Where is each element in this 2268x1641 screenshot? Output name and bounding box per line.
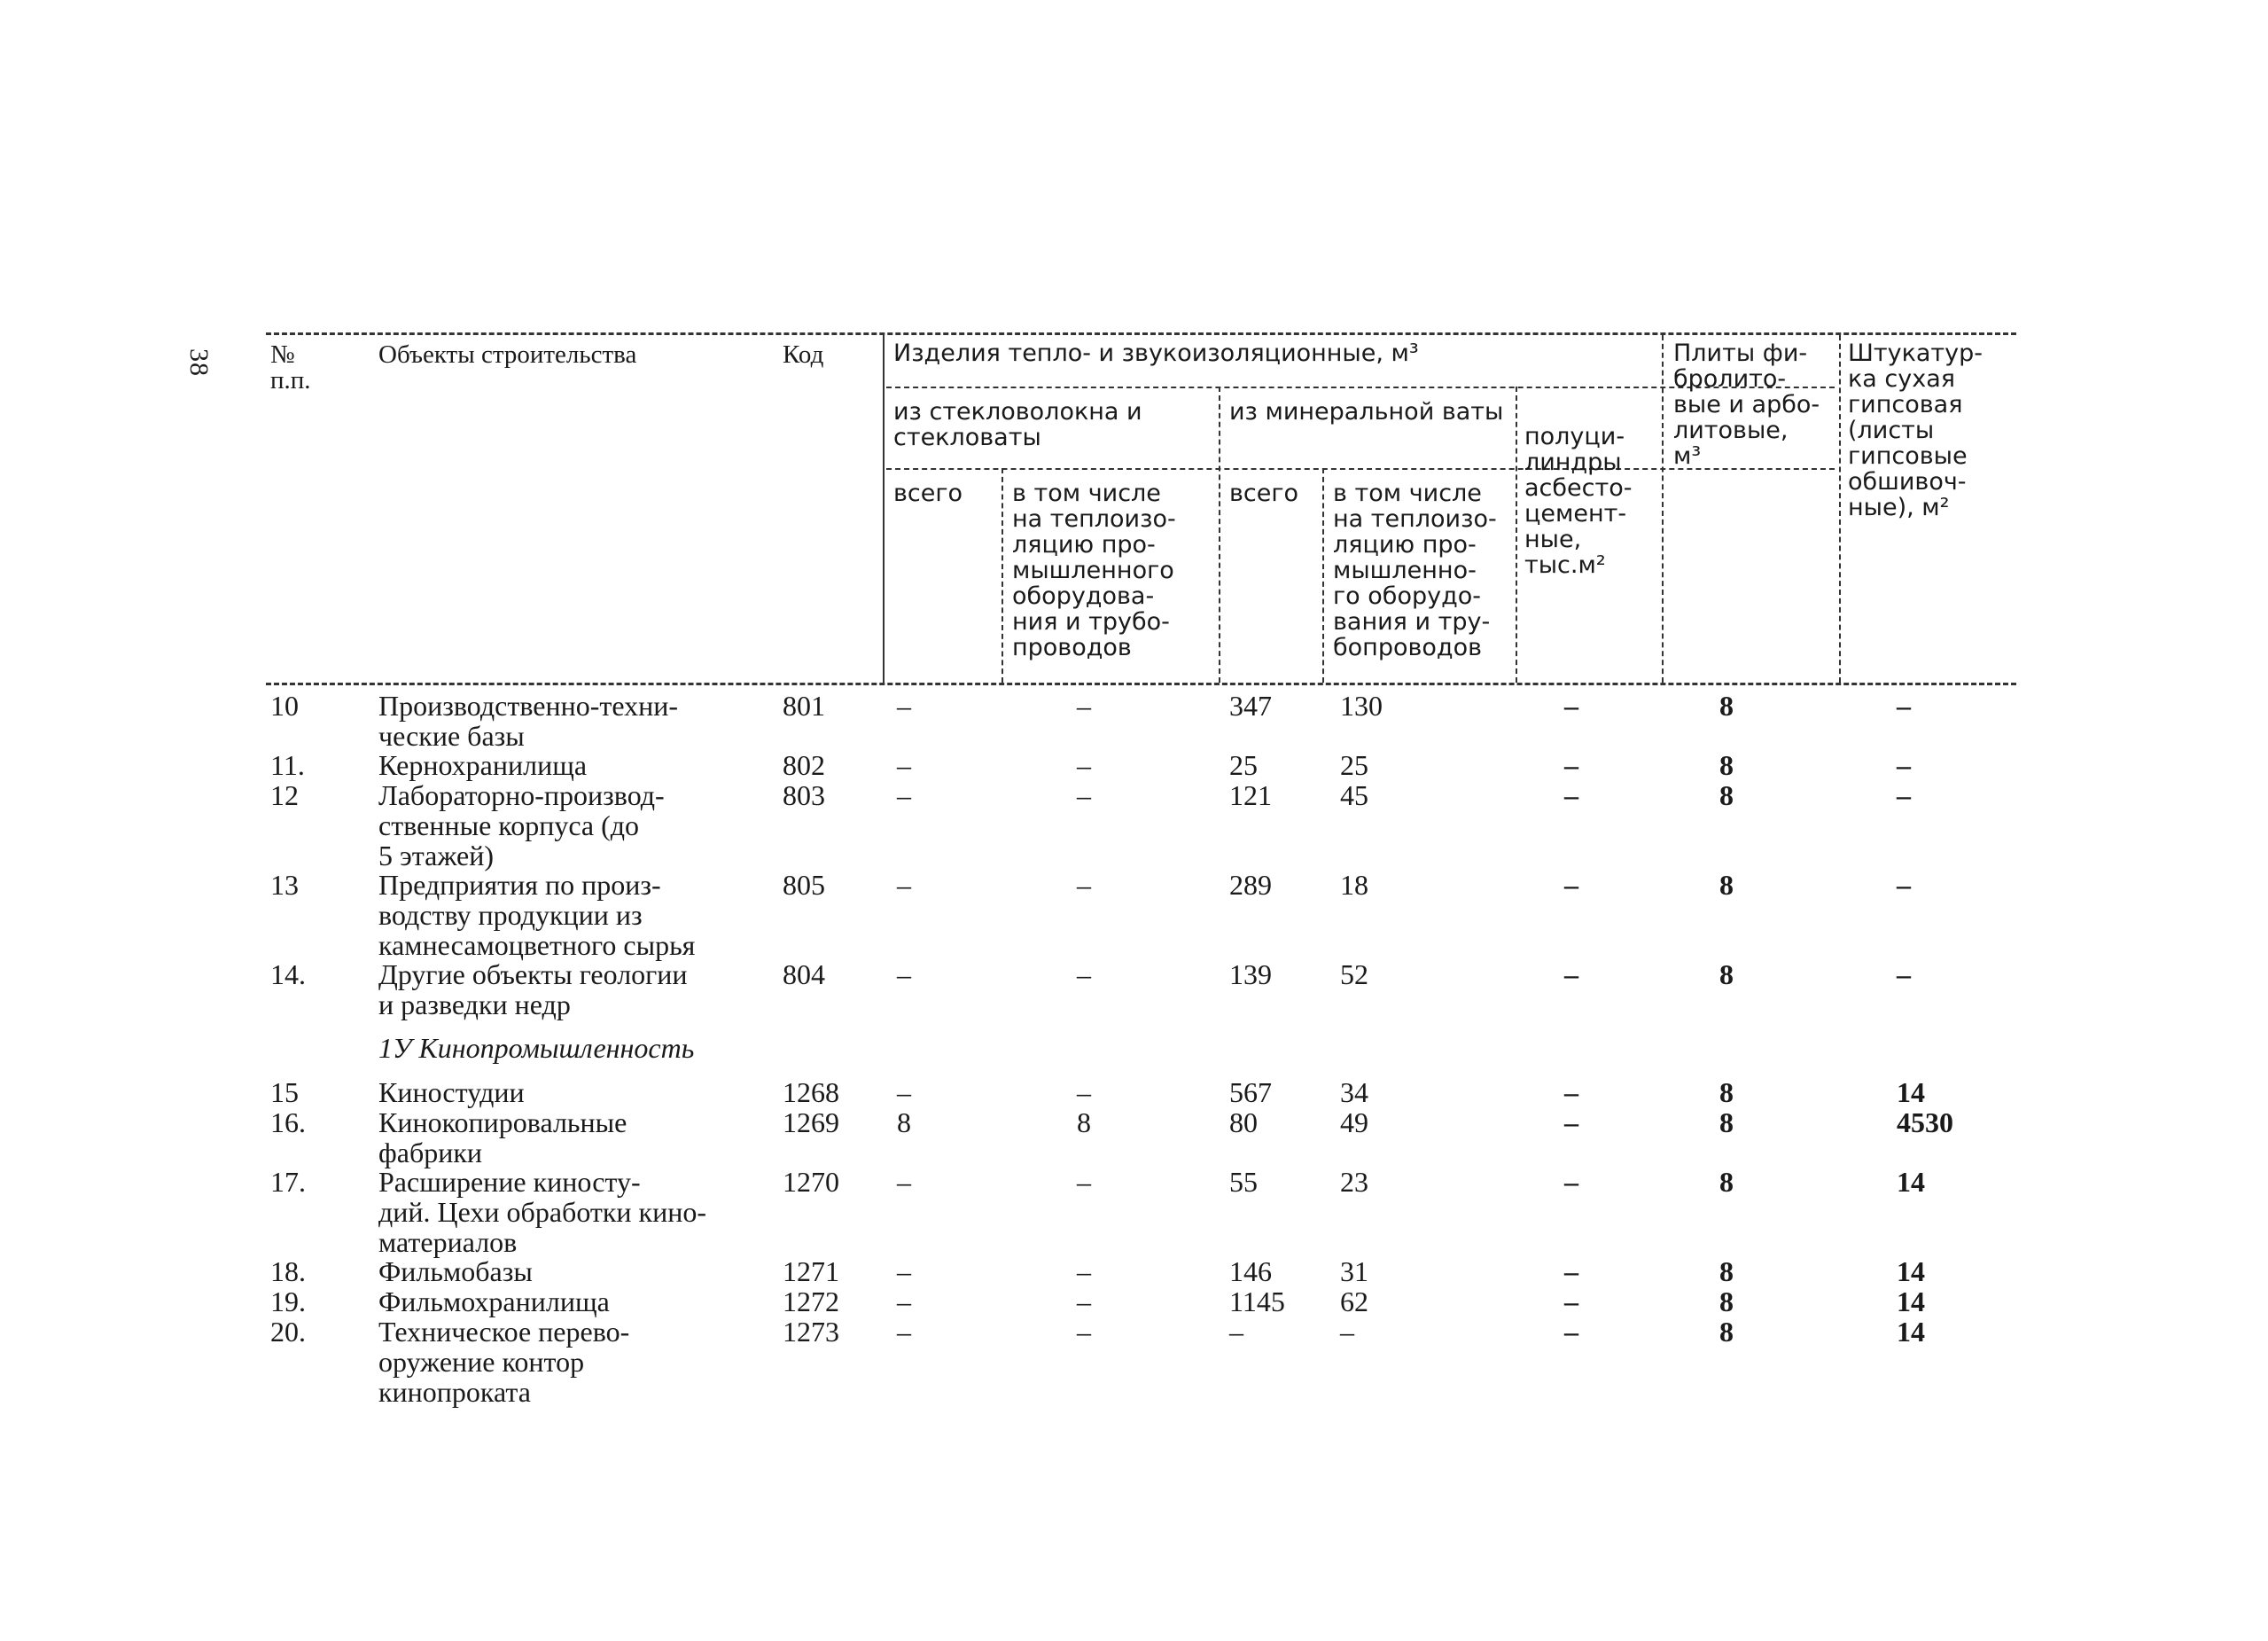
row-glass-incl: – — [1077, 869, 1091, 901]
row-glass-incl: – — [1077, 1316, 1091, 1348]
row-glass-incl: 8 — [1077, 1106, 1091, 1138]
header-code: Код — [783, 340, 824, 369]
row-object-name: Предприятия по произ- водству продукции из камнесамоцветного сырья — [378, 869, 696, 961]
row-asbestos: – — [1564, 1285, 1578, 1317]
row-mineral-incl: 34 — [1340, 1076, 1368, 1108]
row-plates: 8 — [1719, 1285, 1734, 1317]
row-object-name: Фильмобазы — [378, 1255, 533, 1287]
row-glass-incl: – — [1077, 749, 1091, 781]
row-plaster: – — [1897, 779, 1911, 811]
row-mineral-total: 347 — [1229, 690, 1272, 722]
row-asbestos: – — [1564, 779, 1578, 811]
table-row — [266, 1167, 2016, 1256]
table-row — [266, 750, 2016, 780]
divider-glass-columns — [1002, 468, 1003, 683]
table-row — [266, 780, 2016, 870]
row-mineral-total: 80 — [1229, 1106, 1258, 1138]
row-code: 801 — [783, 690, 825, 722]
row-object-name: Кинокопировальные фабрики — [378, 1106, 627, 1168]
row-mineral-total: 25 — [1229, 749, 1258, 781]
row-code: 1271 — [783, 1255, 839, 1287]
divider-insulation-plates — [1662, 335, 1664, 683]
header-insulation-group: Изделия тепло- и звукоизоляционные, м³ — [893, 340, 1419, 367]
row-code: 1269 — [783, 1106, 839, 1138]
row-plates: 8 — [1719, 958, 1734, 990]
row-mineral-total: – — [1229, 1316, 1243, 1348]
row-plaster: 14 — [1897, 1166, 1925, 1198]
row-code: 803 — [783, 779, 825, 811]
row-asbestos: – — [1564, 1255, 1578, 1287]
row-asbestos: – — [1564, 1166, 1578, 1198]
row-glass-incl: – — [1077, 1166, 1091, 1198]
row-glass-incl: – — [1077, 1076, 1091, 1108]
row-glass-incl: – — [1077, 958, 1091, 990]
row-asbestos: – — [1564, 958, 1578, 990]
row-asbestos: – — [1564, 1106, 1578, 1138]
row-plates: 8 — [1719, 690, 1734, 722]
row-number: 14. — [270, 958, 306, 990]
row-plates: 8 — [1719, 779, 1734, 811]
row-number: 13 — [270, 869, 299, 901]
row-plaster: 14 — [1897, 1255, 1925, 1287]
row-plaster: 14 — [1897, 1076, 1925, 1108]
header-glass-incl: в том числе на теплоизо- ляцию про- мышленного оборудова- ния и трубо- проводов — [1012, 480, 1176, 661]
row-code: 1270 — [783, 1166, 839, 1198]
row-plaster: 14 — [1897, 1316, 1925, 1348]
row-object-name: Кернохранилища — [378, 749, 588, 781]
row-mineral-incl: 45 — [1340, 779, 1368, 811]
row-number: 11. — [270, 749, 305, 781]
row-number: 15 — [270, 1076, 299, 1108]
row-mineral-incl: 31 — [1340, 1255, 1368, 1287]
row-glass-incl: – — [1077, 779, 1091, 811]
row-code: 1273 — [783, 1316, 839, 1348]
table-body — [266, 691, 2016, 1406]
row-number: 12 — [270, 779, 299, 811]
row-plates: 8 — [1719, 749, 1734, 781]
row-mineral-total: 146 — [1229, 1255, 1272, 1287]
header-asbestos: полуци- линдры асбесто- цемент- ные, тыс.м² — [1524, 423, 1633, 579]
row-glass-total: – — [897, 749, 911, 781]
row-glass-total: – — [897, 690, 911, 722]
header-plates: Плиты фи- бролито- вые и арбо- литовые, м³ — [1673, 340, 1820, 470]
row-code: 802 — [783, 749, 825, 781]
row-mineral-incl: 49 — [1340, 1106, 1368, 1138]
row-mineral-total: 55 — [1229, 1166, 1258, 1198]
table-row — [266, 691, 2016, 750]
page-number: 38 — [184, 348, 214, 377]
row-mineral-total: 121 — [1229, 779, 1272, 811]
header-bottom-rule — [266, 683, 2016, 685]
row-object-name: Другие объекты геологии и разведки недр — [378, 958, 688, 1020]
row-plaster: 4530 — [1897, 1106, 1953, 1138]
row-object-name: Производственно-техни- ческие базы — [378, 690, 679, 752]
row-number: 19. — [270, 1285, 306, 1317]
row-code: 805 — [783, 869, 825, 901]
table-row — [266, 1256, 2016, 1286]
row-mineral-incl: 52 — [1340, 958, 1368, 990]
row-code: 804 — [783, 958, 825, 990]
row-number: 16. — [270, 1106, 306, 1138]
row-plates: 8 — [1719, 1166, 1734, 1198]
row-plates: 8 — [1719, 1106, 1734, 1138]
row-asbestos: – — [1564, 1076, 1578, 1108]
row-plaster: – — [1897, 958, 1911, 990]
row-mineral-incl: 18 — [1340, 869, 1368, 901]
row-glass-total: – — [897, 869, 911, 901]
row-glass-total: – — [897, 779, 911, 811]
table-row — [266, 1317, 2016, 1406]
table-row — [266, 1077, 2016, 1107]
row-glass-total: – — [897, 1285, 911, 1317]
row-mineral-total: 139 — [1229, 958, 1272, 990]
row-plates: 8 — [1719, 869, 1734, 901]
divider-mineral-columns — [1322, 468, 1324, 683]
construction-objects-table — [266, 332, 2016, 1406]
section-heading — [266, 1033, 2016, 1077]
row-mineral-total: 289 — [1229, 869, 1272, 901]
row-glass-total: 8 — [897, 1106, 911, 1138]
row-plates: 8 — [1719, 1076, 1734, 1108]
row-mineral-total: 1145 — [1229, 1285, 1285, 1317]
divider-plates-plaster — [1839, 335, 1841, 683]
row-plaster: 14 — [1897, 1285, 1925, 1317]
row-mineral-incl: 130 — [1340, 690, 1383, 722]
header-mineral-incl: в том числе на теплоизо- ляцию про- мышленно- го оборудо- вания и тру- бопроводов — [1333, 480, 1497, 661]
row-object-name: Фильмохранилища — [378, 1285, 610, 1317]
header-plaster: Штукатур- ка сухая гипсовая (листы гипсовые обшивоч- ные), м² — [1848, 340, 1984, 521]
row-mineral-incl: – — [1340, 1316, 1354, 1348]
row-number: 18. — [270, 1255, 306, 1287]
table-row — [266, 1107, 2016, 1167]
row-mineral-incl: 23 — [1340, 1166, 1368, 1198]
row-asbestos: – — [1564, 869, 1578, 901]
row-glass-total: – — [897, 1316, 911, 1348]
row-asbestos: – — [1564, 749, 1578, 781]
header-num: № п.п. — [270, 340, 311, 395]
table-header — [266, 335, 2016, 683]
row-mineral-incl: 25 — [1340, 749, 1368, 781]
row-number: 17. — [270, 1166, 306, 1198]
row-plates: 8 — [1719, 1255, 1734, 1287]
header-glass-group: из стекловолокна и стекловаты — [893, 398, 1142, 451]
row-mineral-incl: 62 — [1340, 1285, 1368, 1317]
row-glass-incl: – — [1077, 690, 1091, 722]
row-asbestos: – — [1564, 1316, 1578, 1348]
row-asbestos: – — [1564, 690, 1578, 722]
row-object-name: Техническое перево- оружение контор кинопроката — [378, 1316, 630, 1408]
row-number: 20. — [270, 1316, 306, 1348]
row-code: 1272 — [783, 1285, 839, 1317]
header-glass-total: всего — [893, 480, 963, 507]
table-row — [266, 959, 2016, 1033]
row-glass-total: – — [897, 1255, 911, 1287]
row-object-name: Лабораторно-производ- ственные корпуса (до 5 этажей) — [378, 779, 665, 871]
table-row — [266, 870, 2016, 959]
header-mineral-group: из минеральной ваты — [1229, 398, 1504, 426]
row-plates: 8 — [1719, 1316, 1734, 1348]
row-plaster: – — [1897, 749, 1911, 781]
header-object: Объекты строительства — [378, 340, 637, 369]
row-object-name: Киностудии — [378, 1076, 525, 1108]
section-title: 1У Кинопромышленность — [378, 1032, 695, 1064]
divider-mineral-asbestos — [1516, 387, 1517, 683]
table-row — [266, 1286, 2016, 1317]
divider-code-insulation — [883, 335, 885, 683]
row-glass-total: – — [897, 958, 911, 990]
divider-glass-mineral — [1219, 387, 1220, 683]
row-glass-total: – — [897, 1076, 911, 1108]
row-object-name: Расширение киносту- дий. Цехи обработки кино- материалов — [378, 1166, 706, 1258]
row-glass-total: – — [897, 1166, 911, 1198]
row-mineral-total: 567 — [1229, 1076, 1272, 1108]
row-plaster: – — [1897, 869, 1911, 901]
row-glass-incl: – — [1077, 1255, 1091, 1287]
row-number: 10 — [270, 690, 299, 722]
row-code: 1268 — [783, 1076, 839, 1108]
row-glass-incl: – — [1077, 1285, 1091, 1317]
row-plaster: – — [1897, 690, 1911, 722]
header-mineral-total: всего — [1229, 480, 1299, 507]
